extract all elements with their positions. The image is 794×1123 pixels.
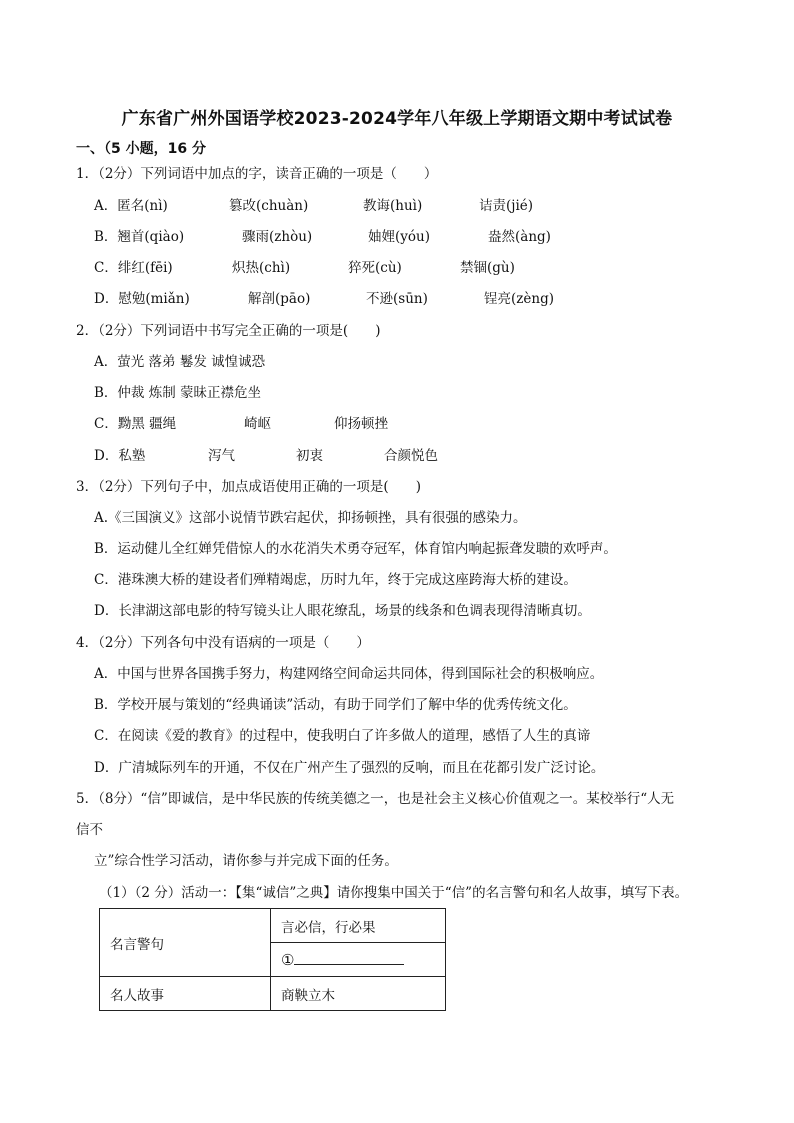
q1-b-4: 盎然(àng) — [488, 229, 551, 245]
q1-b-3: 妯娌(yóu) — [368, 229, 430, 245]
q1-b-2: 骤雨(zhòu) — [242, 229, 313, 245]
question-5-subtask-1: （1）（2 分）活动一：【集“诚信”之典】请你搜集中国关于“信”的名言警句和名人故事，填写下表。 — [99, 885, 689, 901]
q3-option-b: B．运动健儿全红婵凭借惊人的水花消失术勇夺冠军，体育馆内响起振聋发聩的欢呼声。 — [94, 541, 617, 557]
q1-a-2: 篡改(chuàn) — [229, 198, 309, 214]
q4-option-a: A．中国与世界各国携手努力，构建网络空间命运共同体，得到国际社会的积极响应。 — [94, 666, 604, 682]
table-cell-quote-blank[interactable] — [271, 943, 446, 977]
table-row — [100, 977, 446, 1011]
q2-a-text: A．萤光 落弟 鬈发 诚惶诚恐 — [94, 354, 266, 370]
table-row-label-stories: 名人故事 — [100, 977, 271, 1011]
question-5-stem-line2: 信不 — [76, 822, 103, 838]
q2-c-3: 仰扬顿挫 — [334, 416, 388, 432]
q3-option-d: D．长津湖这部电影的特写镜头让人眼花缭乱，场景的线条和色调表现得清晰真切。 — [94, 603, 591, 619]
q2-d-1: D．私塾 — [94, 448, 146, 464]
q1-c-3: 猝死(cù) — [348, 260, 402, 276]
q2-option-a — [94, 353, 265, 371]
circled-one-marker: ① — [281, 951, 295, 969]
q1-d-3: 不逊(sūn) — [366, 291, 428, 307]
table-cell-story-example: 商鞅立木 — [271, 977, 446, 1011]
q2-c-2: 崎岖 — [244, 416, 271, 432]
question-5-stem-line3: 立”综合性学习活动，请你参与并完成下面的任务。 — [94, 853, 398, 869]
q2-d-2: 泻气 — [208, 448, 235, 464]
q3-option-c: C．港珠澳大桥的建设者们殚精竭虑，历时九年，终于完成这座跨海大桥的建设。 — [94, 572, 577, 588]
question-4-stem: 4．（2分）下列各句中没有语病的一项是（ ） — [76, 635, 370, 651]
table-row — [100, 909, 446, 943]
q1-c-4: 禁锢(gù) — [460, 260, 515, 276]
table-row-label-quotes: 名言警句 — [100, 909, 271, 977]
answer-blank-line[interactable] — [294, 950, 404, 965]
q1-d-2: 解剖(pāo) — [248, 291, 311, 307]
answer-table — [99, 908, 446, 1011]
question-5-stem-line1: 5．（8分）“信”即诚信，是中华民族的传统美德之一，也是社会主义核心价值观之一。某校举行“人无 — [76, 791, 675, 807]
question-2-stem: 2．（2分）下列词语中书写完全正确的一项是( ) — [76, 323, 381, 339]
section-heading: 一、（5 小题，16 分 — [76, 141, 206, 157]
q4-option-b: B．学校开展与策划的“经典诵读”活动，有助于同学们了解中华的优秀传统文化。 — [94, 697, 577, 713]
q4-option-d: D．广清城际列车的开通，不仅在广州产生了强烈的反响，而且在花都引发广泛讨论。 — [94, 760, 605, 776]
q2-option-b — [94, 384, 261, 402]
q1-a-1: A．匿名(nì) — [94, 198, 168, 214]
exam-title: 广东省广州外国语学校2023-2024学年八年级上学期语文期中考试试卷 — [121, 109, 673, 129]
q1-d-4: 锃亮(zèng) — [484, 291, 554, 307]
q1-c-1: C．绯红(fēi) — [94, 260, 173, 276]
q2-d-4: 合颜悦色 — [384, 448, 438, 464]
table-cell-quote-example: 言必信，行必果 — [271, 909, 446, 943]
q2-b-text: B．仲裁 炼制 蒙昧正襟危坐 — [94, 385, 262, 401]
q1-d-1: D．慰勉(miǎn) — [94, 291, 190, 307]
q1-a-4: 诘责(jié) — [479, 198, 534, 214]
q2-d-3: 初衷 — [296, 448, 323, 464]
q3-option-a: A.《三国演义》这部小说情节跌宕起伏，抑扬顿挫，具有很强的感染力。 — [94, 510, 527, 526]
q4-option-c: C．在阅读《爱的教育》的过程中，使我明白了许多做人的道理，感悟了人生的真谛 — [94, 728, 591, 744]
q2-c-1: C．黝黑 疆绳 — [94, 416, 177, 432]
question-3-stem: 3．（2分）下列句子中，加点成语使用正确的一项是( ) — [76, 479, 421, 495]
question-1-stem: 1．（2分）下列词语中加点的字，读音正确的一项是（ ） — [76, 166, 438, 182]
q1-b-1: B．翘首(qiào) — [94, 229, 185, 245]
q1-c-2: 炽热(chì) — [232, 260, 291, 276]
q1-a-3: 教诲(huì) — [363, 198, 423, 214]
